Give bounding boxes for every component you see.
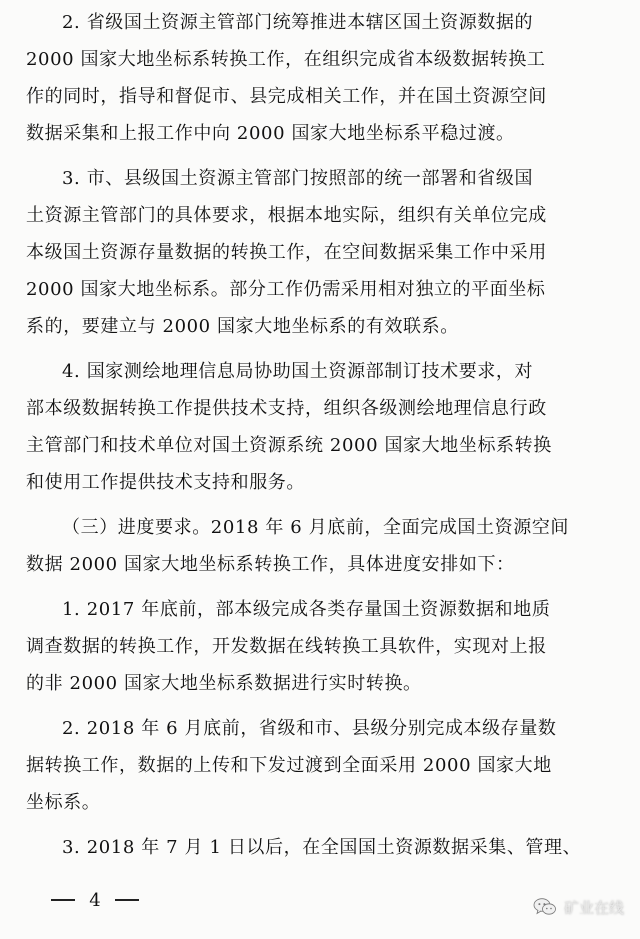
- text-line: 数据 2000 国家大地坐标系转换工作，具体进度安排如下：: [26, 554, 515, 575]
- wechat-icon: [533, 897, 557, 917]
- footer-dash-right: [115, 899, 139, 901]
- page-number: 4: [89, 889, 101, 911]
- text-line: 和使用工作提供技术支持和服务。: [26, 472, 305, 493]
- paragraph-progress-requirements: [26, 509, 618, 583]
- text-line: 数据采集和上报工作中向 2000 国家大地坐标系平稳过渡。: [26, 123, 515, 144]
- document-body: [26, 4, 618, 874]
- text-line: 3. 市、县级国土资源主管部门按照部的统一部署和省级国: [62, 168, 534, 189]
- watermark-text: 矿业在线: [563, 898, 624, 917]
- paragraph-schedule-2018-june: [26, 710, 618, 821]
- footer-dash-left: [51, 899, 75, 901]
- paragraph-city-county-duties: [26, 160, 618, 345]
- text-line: 调查数据的转换工作，开发数据在线转换工具软件，实现对上报: [26, 636, 547, 657]
- section-heading-line: （三）进度要求。2018 年 6 月底前，全面完成国土资源空间: [62, 517, 570, 538]
- text-line: 坐标系。: [26, 792, 101, 813]
- text-line: 3. 2018 年 7 月 1 日以后，在全国国土资源数据采集、管理、: [62, 837, 582, 858]
- paragraph-schedule-2017: [26, 591, 618, 702]
- text-line: 本级国土资源存量数据的转换工作，在空间数据采集工作中采用: [26, 242, 547, 263]
- text-line: 2000 国家大地坐标系。部分工作仍需采用相对独立的平面坐标: [26, 279, 546, 300]
- paragraph-province-duties: [26, 4, 618, 152]
- text-line: 2. 2018 年 6 月底前，省级和市、县级分别完成本级存量数: [62, 718, 557, 739]
- text-line: 主管部门和技术单位对国土资源系统 2000 国家大地坐标系转换: [26, 435, 552, 456]
- text-line: 部本级数据转换工作提供技术支持，组织各级测绘地理信息行政: [26, 398, 547, 419]
- page-number-footer: [40, 882, 150, 918]
- wechat-watermark: [533, 893, 624, 921]
- text-line: 1. 2017 年底前，部本级完成各类存量国土资源数据和地质: [62, 599, 551, 620]
- text-line: 的非 2000 国家大地坐标系数据进行实时转换。: [26, 673, 422, 694]
- paragraph-surveying-bureau-duties: [26, 353, 618, 501]
- text-line: 系的，要建立与 2000 国家大地坐标系的有效联系。: [26, 316, 459, 337]
- text-line: 据转换工作，数据的上传和下发过渡到全面采用 2000 国家大地: [26, 755, 552, 776]
- text-line: 4. 国家测绘地理信息局协助国土资源部制订技术要求，对: [62, 361, 534, 382]
- text-line: 2. 省级国土资源主管部门统筹推进本辖区国土资源数据的: [62, 12, 534, 33]
- text-line: 作的同时，指导和督促市、县完成相关工作，并在国土资源空间: [26, 86, 547, 107]
- paragraph-schedule-2018-july: [26, 829, 618, 866]
- text-line: 土资源主管部门的具体要求，根据本地实际，组织有关单位完成: [26, 205, 547, 226]
- text-line: 2000 国家大地坐标系转换工作，在组织完成省本级数据转换工: [26, 49, 546, 70]
